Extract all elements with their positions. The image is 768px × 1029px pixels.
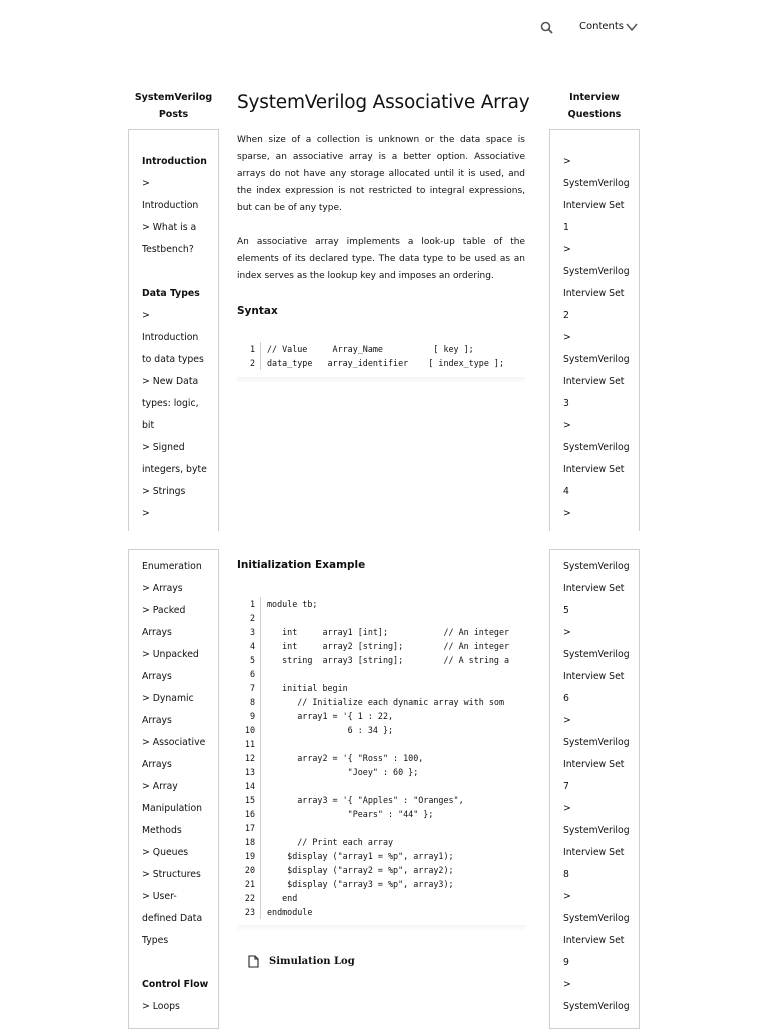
code-text: array1 = '{ 1 : 22, (267, 711, 394, 721)
code-line (237, 611, 525, 625)
nav-link[interactable]: 4 (563, 486, 569, 497)
initialization-example-heading: Initialization Example (237, 559, 366, 571)
nav-link[interactable]: > What is a (142, 222, 197, 233)
line-number: 3 (237, 625, 261, 639)
line-number: 2 (237, 356, 261, 370)
left-heading-line: Posts (158, 109, 189, 120)
code-text: int array1 [int]; // An integer (267, 627, 510, 637)
left-sidebar-posts (128, 129, 219, 531)
right-sidebar-questions-continued (549, 549, 640, 1029)
line-number: 18 (237, 835, 261, 849)
nav-link (142, 952, 214, 974)
nav-link[interactable]: > (563, 508, 571, 519)
nav-link[interactable]: Arrays (142, 627, 172, 638)
initialization-code-block (237, 597, 525, 919)
nav-link[interactable]: SystemVerilog (563, 178, 630, 189)
nav-link[interactable]: Testbench? (142, 244, 194, 255)
code-line (237, 737, 525, 751)
nav-link[interactable]: Arrays (142, 715, 172, 726)
line-number: 13 (237, 765, 261, 779)
nav-link[interactable]: Interview Set (563, 847, 625, 858)
nav-link[interactable]: 1 (563, 222, 569, 233)
nav-link[interactable]: > Arrays (142, 583, 183, 594)
nav-link[interactable]: SystemVerilog (563, 354, 630, 365)
code-line (237, 625, 525, 639)
code-line (237, 342, 525, 356)
code-line (237, 723, 525, 737)
nav-link[interactable]: > (142, 310, 150, 321)
nav-link[interactable]: Interview Set (563, 200, 625, 211)
nav-link[interactable]: > (563, 627, 571, 638)
code-line (237, 765, 525, 779)
left-sidebar-posts-continued (128, 549, 219, 1029)
code-text: $display ("array1 = %p", array1); (267, 851, 454, 861)
contents-menu-button[interactable]: Contents (579, 21, 624, 32)
nav-link[interactable]: types: logic, (142, 398, 199, 409)
code-line (237, 863, 525, 877)
nav-link[interactable]: > (142, 508, 150, 519)
nav-link[interactable]: Interview Set (563, 935, 625, 946)
code-text: endmodule (267, 907, 313, 917)
nav-link[interactable]: > (563, 156, 571, 167)
line-number: 11 (237, 737, 261, 751)
nav-section-heading[interactable]: Introduction (142, 156, 207, 167)
code-line (237, 793, 525, 807)
nav-link[interactable]: SystemVerilog (563, 913, 630, 924)
nav-link[interactable]: 3 (563, 398, 569, 409)
nav-link[interactable]: 6 (563, 693, 569, 704)
code-text: "Joey" : 60 }; (267, 767, 419, 777)
nav-link[interactable]: > Signed (142, 442, 185, 453)
nav-link[interactable]: defined Data (142, 913, 203, 924)
nav-link[interactable]: > New Data (142, 376, 199, 387)
description-paragraph: An associative array implements a look-up table of the elements of its declared type. The data type to be used as an index serves as the lookup key and imposes an ordering. (237, 237, 525, 281)
nav-link[interactable]: SystemVerilog (563, 266, 630, 277)
page-title: SystemVerilog Associative Array (237, 92, 530, 113)
code-line (237, 877, 525, 891)
nav-link[interactable]: > (563, 891, 571, 902)
nav-link[interactable]: > (563, 244, 571, 255)
line-number: 9 (237, 709, 261, 723)
right-heading-line: Questions (567, 109, 622, 120)
nav-link[interactable]: > Associative (142, 737, 206, 748)
code-line (237, 681, 525, 695)
line-number: 5 (237, 653, 261, 667)
line-number: 23 (237, 905, 261, 919)
code-text (261, 779, 267, 793)
nav-link[interactable]: > Dynamic (142, 693, 194, 704)
code-text (261, 821, 267, 835)
code-text: $display ("array2 = %p", array2); (267, 865, 454, 875)
code-block-divider (237, 377, 525, 383)
right-sidebar-questions (549, 129, 640, 531)
simulation-log-toggle[interactable] (248, 955, 355, 968)
nav-link[interactable]: SystemVerilog (563, 1001, 630, 1012)
line-number: 1 (237, 342, 261, 356)
nav-link[interactable]: 7 (563, 781, 569, 792)
code-line (237, 356, 525, 370)
line-number: 10 (237, 723, 261, 737)
line-number: 6 (237, 667, 261, 681)
nav-link[interactable]: Interview Set (563, 464, 625, 475)
line-number: 20 (237, 863, 261, 877)
nav-link[interactable]: > Array (142, 781, 178, 792)
line-number: 16 (237, 807, 261, 821)
nav-link[interactable]: > (142, 178, 150, 189)
code-text: // Print each array (267, 837, 394, 847)
code-line (237, 807, 525, 821)
nav-link[interactable]: 2 (563, 310, 569, 321)
code-line (237, 653, 525, 667)
nav-link[interactable]: Arrays (142, 671, 172, 682)
nav-link[interactable]: Interview Set (563, 759, 625, 770)
line-number: 8 (237, 695, 261, 709)
line-number: 1 (237, 597, 261, 611)
nav-link[interactable]: Interview Set (563, 671, 625, 682)
nav-link[interactable]: Introduction (142, 200, 199, 211)
code-text: end (267, 893, 298, 903)
code-text: initial begin (267, 683, 348, 693)
nav-link[interactable]: > (563, 979, 571, 990)
nav-link[interactable]: Types (142, 935, 169, 946)
nav-link[interactable]: Interview Set (563, 583, 625, 594)
code-text: // Initialize each dynamic array with som (267, 697, 504, 707)
code-line (237, 667, 525, 681)
simulation-log-label: Simulation Log (269, 956, 355, 967)
nav-link[interactable]: > (563, 332, 571, 343)
line-number: 14 (237, 779, 261, 793)
top-bar (0, 0, 768, 56)
code-line (237, 779, 525, 793)
code-line (237, 709, 525, 723)
nav-link[interactable]: bit (142, 420, 155, 431)
nav-link[interactable]: > Unpacked (142, 649, 199, 660)
nav-section-heading[interactable]: Control Flow (142, 979, 209, 990)
nav-link[interactable]: SystemVerilog (563, 442, 630, 453)
nav-link[interactable]: SystemVerilog (563, 825, 630, 836)
line-number: 15 (237, 793, 261, 807)
nav-link (142, 261, 214, 283)
code-line (237, 905, 525, 919)
code-line (237, 639, 525, 653)
line-number: 17 (237, 821, 261, 835)
intro-paragraph: When size of a collection is unknown or the data space is sparse, an associative array is a better option. Associative arrays do not have any storage allocated until it is used, and the index expression is not restricted to integral expressions, but can be of any type. (237, 135, 525, 213)
nav-link[interactable]: > Structures (142, 869, 201, 880)
nav-link[interactable]: > (563, 803, 571, 814)
nav-link[interactable]: > Packed (142, 605, 186, 616)
nav-link[interactable]: > (563, 420, 571, 431)
code-text: array2 = '{ "Ross" : 100, (267, 753, 424, 763)
code-text: 6 : 34 }; (267, 725, 394, 735)
nav-section-heading[interactable]: Data Types (142, 288, 200, 299)
line-number: 12 (237, 751, 261, 765)
nav-link[interactable]: 8 (563, 869, 569, 880)
code-line (237, 597, 525, 611)
code-text (261, 737, 267, 751)
code-text: module tb; (267, 599, 318, 609)
nav-link[interactable]: Introduction (142, 332, 199, 343)
nav-link[interactable]: SystemVerilog (563, 737, 630, 748)
nav-link[interactable]: integers, byte (142, 464, 207, 475)
nav-link[interactable]: Enumeration (142, 561, 202, 572)
code-text: "Pears" : "44" }; (267, 809, 434, 819)
nav-link[interactable]: Manipulation (142, 803, 203, 814)
line-number: 21 (237, 877, 261, 891)
document-icon (248, 955, 259, 968)
nav-link[interactable]: 9 (563, 957, 569, 968)
code-line (237, 751, 525, 765)
syntax-code-block (237, 342, 525, 370)
nav-link[interactable]: Interview Set (563, 376, 625, 387)
nav-link[interactable]: > Strings (142, 486, 186, 497)
code-line (237, 821, 525, 835)
nav-link[interactable]: Arrays (142, 759, 172, 770)
nav-link[interactable]: Interview Set (563, 288, 625, 299)
code-block-divider (237, 925, 525, 931)
search-icon[interactable] (540, 21, 553, 34)
line-number: 22 (237, 891, 261, 905)
nav-link[interactable]: to data types (142, 354, 204, 365)
code-line (237, 891, 525, 905)
nav-link[interactable]: SystemVerilog (563, 561, 630, 572)
code-line (237, 849, 525, 863)
line-number: 7 (237, 681, 261, 695)
syntax-heading: Syntax (237, 305, 278, 317)
nav-link[interactable]: > Queues (142, 847, 189, 858)
line-number: 19 (237, 849, 261, 863)
code-text: array3 = '{ "Apples" : "Oranges", (267, 795, 464, 805)
chevron-down-icon[interactable] (626, 22, 638, 32)
code-text: $display ("array3 = %p", array3); (267, 879, 454, 889)
code-text (261, 611, 267, 625)
code-text (261, 667, 267, 681)
nav-link[interactable]: > (563, 715, 571, 726)
right-heading-line: Interview (569, 92, 620, 103)
nav-link[interactable]: 5 (563, 605, 569, 616)
nav-link[interactable]: SystemVerilog (563, 649, 630, 660)
code-line (237, 695, 525, 709)
nav-link[interactable]: > User- (142, 891, 177, 902)
line-number: 2 (237, 611, 261, 625)
code-text: // Value Array_Name [ key ]; (267, 344, 474, 354)
line-number: 4 (237, 639, 261, 653)
left-heading-line: SystemVerilog (134, 92, 213, 103)
left-sidebar-heading (128, 89, 219, 123)
code-line (237, 835, 525, 849)
right-sidebar-heading (549, 89, 640, 123)
nav-link[interactable]: Methods (142, 825, 182, 836)
code-text: int array2 [string]; // An integer (267, 641, 510, 651)
code-text: string array3 [string]; // A string a (267, 655, 510, 665)
code-text: data_type array_identifier [ index_type ]; (267, 358, 504, 368)
nav-link[interactable]: > Loops (142, 1001, 180, 1012)
